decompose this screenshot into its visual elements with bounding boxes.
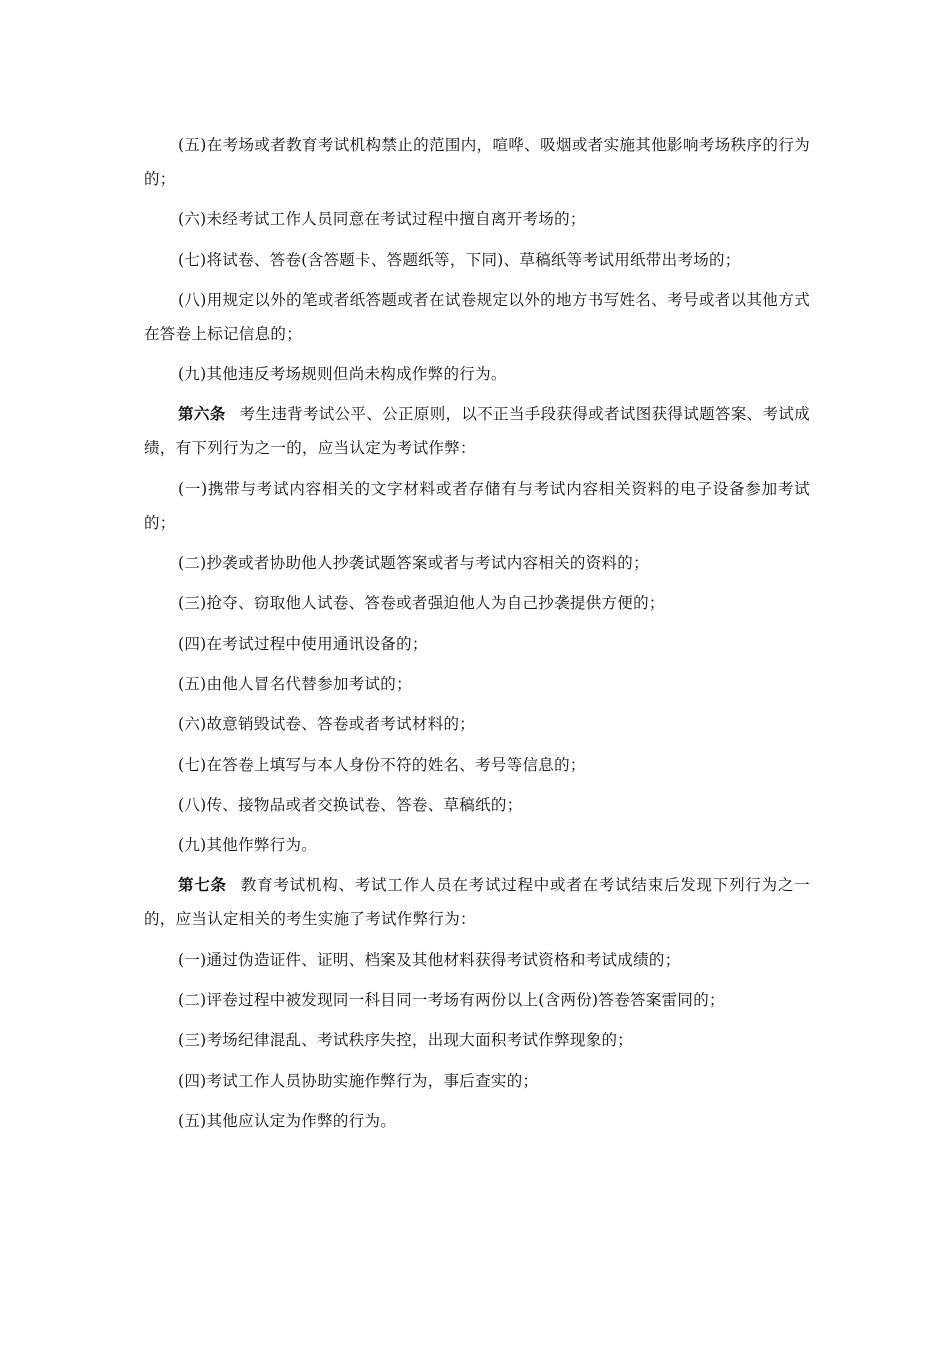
list-item: (七)在答卷上填写与本人身份不符的姓名、考号等信息的；	[178, 755, 586, 774]
list-item: (七)将试卷、答卷(含答题卡、答题纸等，下同)、草稿纸等考试用纸带出考场的；	[178, 250, 741, 269]
list-item: (三)考场纪律混乱、考试秩序失控，出现大面积考试作弊现象的；	[178, 1031, 634, 1050]
list-item: (四)考试工作人员协助实施作弊行为，事后查实的；	[178, 1071, 539, 1090]
list-item: (四)在考试过程中使用通讯设备的；	[178, 634, 428, 653]
article-paragraph	[144, 868, 810, 936]
list-item: (五)其他应认定为作弊的行为。	[178, 1111, 397, 1130]
list-item: (一)通过伪造证件、证明、档案及其他材料获得考试资格和考试成绩的；	[178, 950, 681, 969]
list-item: (九)其他违反考场规则但尚未构成作弊的行为。	[178, 365, 507, 384]
article-text: 考生违背考试公平、公正原则，以不正当手段获得或者试图获得试题答案、考试成绩，有下列行为之一的，应当认定为考试作弊：	[144, 405, 810, 458]
article-paragraph	[144, 397, 810, 465]
list-item: (六)未经考试工作人员同意在考试过程中擅自离开考场的；	[178, 210, 586, 229]
list-item: (六)故意销毁试卷、答卷或者考试材料的；	[178, 715, 476, 734]
document-body	[144, 128, 810, 1144]
list-item: (八)用规定以外的笔或者纸答题或者在试卷规定以外的地方书写姓名、考号或者以其他方式在答卷上标记信息的；	[144, 290, 810, 343]
article-title: 第七条	[178, 875, 227, 895]
list-item: (二)评卷过程中被发现同一科目同一考场有两份以上(含两份)答卷答案雷同的；	[178, 991, 725, 1010]
article-title: 第六条	[178, 404, 226, 424]
list-item: (九)其他作弊行为。	[178, 836, 318, 855]
list-item: (八)传、接物品或者交换试卷、答卷、草稿纸的；	[178, 795, 523, 814]
list-item: (一)携带与考试内容相关的文字材料或者存储有与考试内容相关资料的电子设备参加考试的；	[144, 479, 810, 532]
article-text: 教育考试机构、考试工作人员在考试过程中或者在考试结束后发现下列行为之一的，应当认定相关的考生实施了考试作弊行为：	[144, 876, 810, 929]
list-item: (五)在考场或者教育考试机构禁止的范围内，喧哗、吸烟或者实施其他影响考场秩序的行为的；	[144, 136, 810, 188]
list-item: (五)由他人冒名代替参加考试的；	[178, 674, 412, 693]
list-item: (三)抢夺、窃取他人试卷、答卷或者强迫他人为自己抄袭提供方便的；	[178, 594, 665, 613]
list-item: (二)抄袭或者协助他人抄袭试题答案或者与考试内容相关的资料的；	[178, 554, 649, 573]
